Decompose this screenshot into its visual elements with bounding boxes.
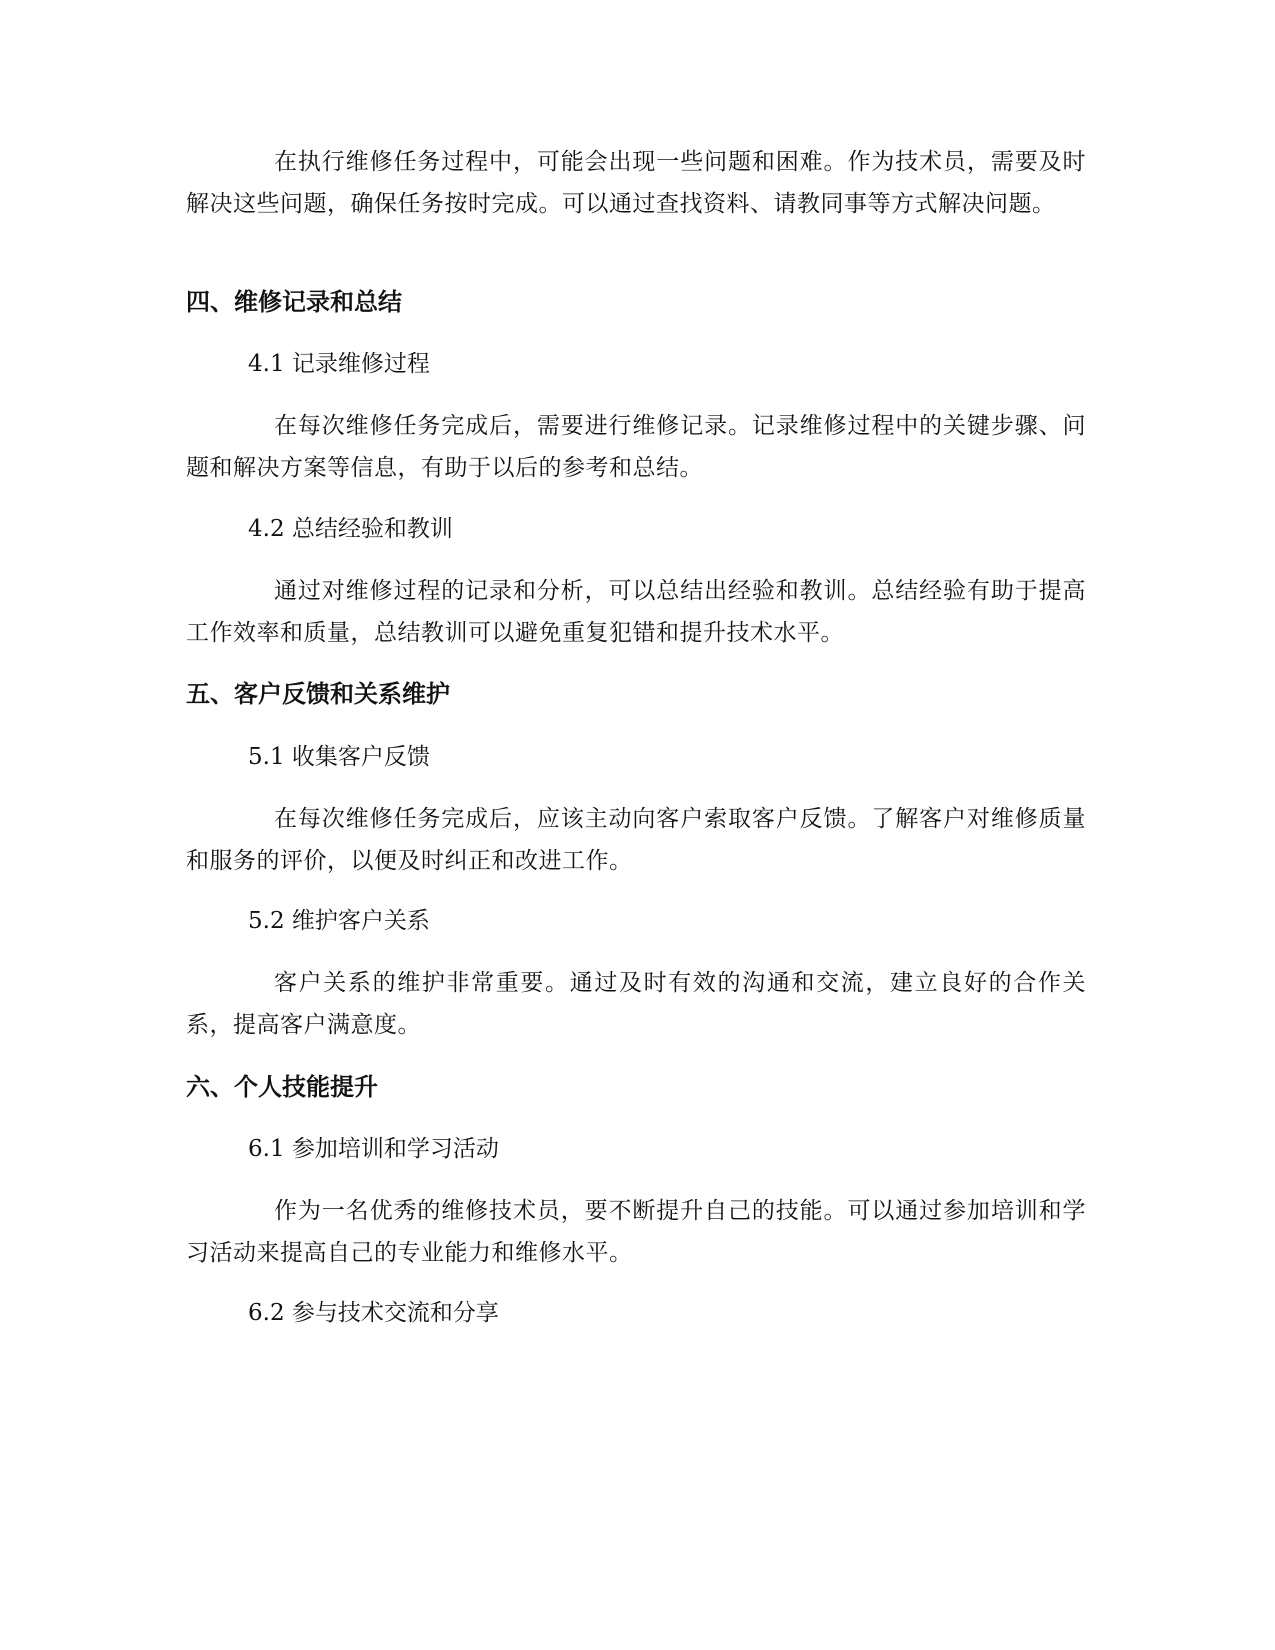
subsection-heading-6-2: 6.2 参与技术交流和分享 [248, 1300, 499, 1326]
subsection-heading-5-1: 5.1 收集客户反馈 [248, 744, 430, 770]
paragraph-customer-relations: 客户关系的维护非常重要。通过及时有效的沟通和交流，建立良好的合作关系，提高客户满意度。 [186, 970, 1086, 1038]
paragraph-problem-solving: 在执行维修任务过程中，可能会出现一些问题和困难。作为技术员，需要及时解决这些问题，确保任务按时完成。可以通过查找资料、请教同事等方式解决问题。 [186, 149, 1086, 217]
paragraph-record-process: 在每次维修任务完成后，需要进行维修记录。记录维修过程中的关键步骤、问题和解决方案等信息，有助于以后的参考和总结。 [186, 413, 1086, 481]
subsection-heading-6-1: 6.1 参加培训和学习活动 [248, 1136, 499, 1162]
paragraph-collect-feedback: 在每次维修任务完成后，应该主动向客户索取客户反馈。了解客户对维修质量和服务的评价，以便及时纠正和改进工作。 [186, 806, 1086, 874]
subsection-heading-5-2: 5.2 维护客户关系 [248, 908, 430, 934]
subsection-heading-4-2: 4.2 总结经验和教训 [248, 516, 453, 542]
paragraph-summarize-lessons: 通过对维修过程的记录和分析，可以总结出经验和教训。总结经验有助于提高工作效率和质量，总结教训可以避免重复犯错和提升技术水平。 [186, 578, 1086, 646]
subsection-heading-4-1: 4.1 记录维修过程 [248, 351, 430, 377]
section-heading-5: 五、客户反馈和关系维护 [186, 680, 450, 708]
paragraph-training: 作为一名优秀的维修技术员，要不断提升自己的技能。可以通过参加培训和学习活动来提高自己的专业能力和维修水平。 [186, 1198, 1086, 1266]
section-heading-4: 四、维修记录和总结 [186, 288, 402, 316]
section-heading-6: 六、个人技能提升 [186, 1073, 378, 1101]
